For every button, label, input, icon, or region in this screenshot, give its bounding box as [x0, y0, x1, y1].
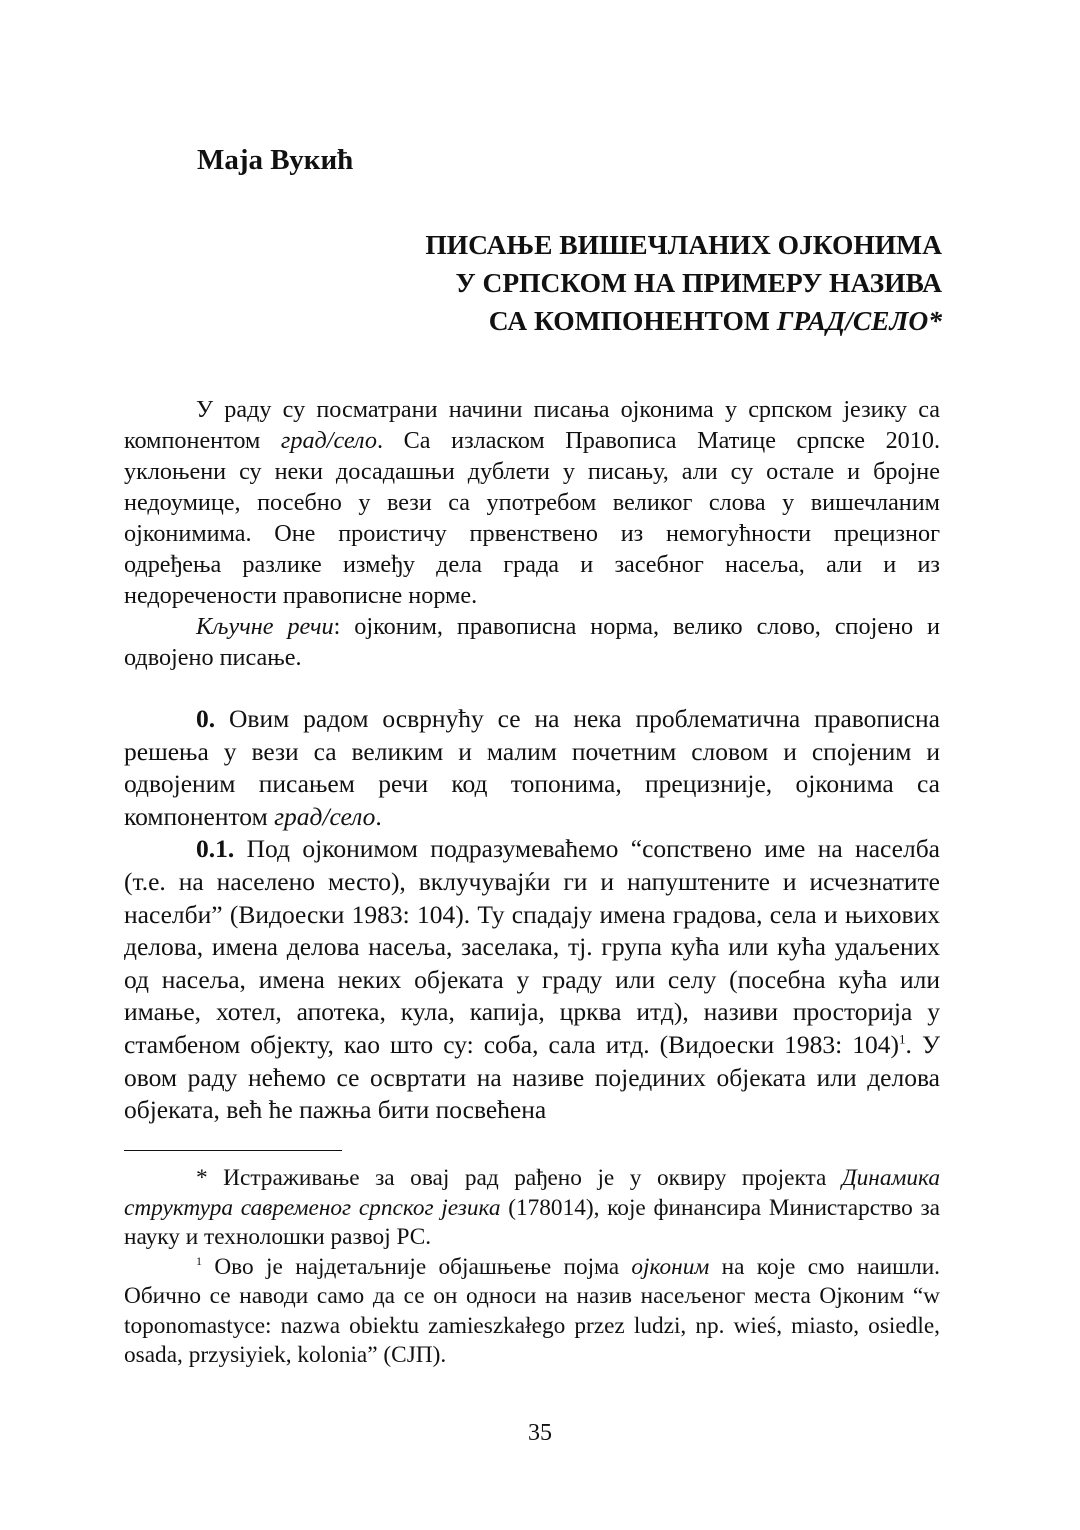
footnote-star-project-title: Динамика структура савременог српског језика — [124, 1165, 940, 1221]
abstract-text-a: У раду су посматрани начини писања ојконима у српском језику са компонентом — [124, 396, 940, 454]
abstract-text-b: . Са изласком Правописа Матице српске 2010. уклоњени су неки досадашњи дублети у писању, али су остале и бројне недоумице, посебно у вези са употребом великог слова у вишечланим ојконимима. Оне проистичу првенствено из немогућности прецизног одређења разлике између дела града и засебног насеља, али и из недоречености правописне норме. — [124, 427, 940, 609]
title-line-1: ПИСАЊЕ ВИШЕЧЛАНИХ ОЈКОНИМА — [425, 229, 942, 260]
page-number: 35 — [528, 1420, 552, 1446]
footnote-star-text-b: (178014), које финансира Министарство за науку и технолошки развој РС. — [124, 1194, 940, 1250]
abstract-italic-term: град/село — [280, 427, 377, 454]
main-text — [124, 703, 940, 1127]
title-line-2: У СРПСКОМ НА ПРИМЕРУ НАЗИВА — [455, 267, 942, 298]
footnote-separator — [124, 1150, 342, 1151]
footnote-1-text-b: на које смо наишли. Обично се наводи само да се он односи на назив насељеног места Ојконим “w toponomastyce: nazwa obiektu zamieszkałego przez ludzi, np. wieś, miasto, osiedle, osada, przysiyiek, kolonia” (СЈП). — [124, 1253, 940, 1368]
footnote-ref-1[interactable]: 1 — [899, 1031, 906, 1047]
footnote-1 — [124, 1253, 940, 1371]
section-0-1-number: 0.1. — [196, 834, 235, 864]
footnotes — [124, 1164, 940, 1371]
author-name: Маја Вукић — [197, 144, 354, 176]
section-0-1-text-a: Под ојконимом подразумеваћемо “сопствено име на населба (т.е. на населено место), вклучувајќи ги и напуштените и исчезнатите населби” (Видоески 1983: 104). Ту спадају имена градова, села и њихових делова, имена делова насеља, заселака, тј. група кућа или кућа удаљених од насеља, имена неких објеката у граду или селу (посебна кућа или имање, хотел, апотека, кула, капија, црква итд), називи просторија у стамбеном објекту, као што су: соба, сала итд. (Видоески 1983: 104) — [124, 834, 940, 1059]
section-0-text-a: Овим радом осврнућу се на нека проблематична правописна решења у вези са великим и малим почетним словом и спојеним и одвојеним писањем речи код топонима, прецизније, ојконима са компонентом — [124, 704, 940, 831]
section-0-number: 0. — [196, 704, 216, 733]
footnote-1-text-a: Ово је најдетаљније објашњење појма — [202, 1253, 632, 1280]
title-line-3-prefix: СА КОМПОНЕНТОМ — [488, 305, 777, 336]
keywords-text: : ојконим, правописна норма, велико слово, спојено и одвојено писање. — [124, 613, 940, 671]
keywords-paragraph — [124, 611, 940, 673]
article-title — [222, 226, 942, 340]
abstract-paragraph — [124, 394, 940, 611]
abstract — [124, 394, 940, 673]
footnote-1-italic-term: ојконим — [631, 1253, 710, 1280]
title-line-3-italic: ГРАД/СЕЛО* — [776, 305, 942, 336]
title-line-3 — [222, 302, 942, 340]
footnote-1-marker: 1 — [196, 1253, 202, 1268]
section-0-paragraph — [124, 703, 940, 833]
footnote-star — [124, 1164, 940, 1253]
footnote-star-text-a: * Истраживање за овај рад рађено је у оквиру пројекта — [196, 1165, 842, 1191]
section-0-1-text-b: . У овом раду нећемо се освртати на називе појединих објеката или делова објеката, већ ће пажња бити посвећена — [124, 1029, 941, 1125]
section-0-1-paragraph — [124, 833, 940, 1126]
section-0-text-b: . — [375, 801, 382, 831]
section-0-italic-term: град/село — [274, 801, 376, 831]
keywords-label: Кључне речи — [196, 613, 334, 640]
